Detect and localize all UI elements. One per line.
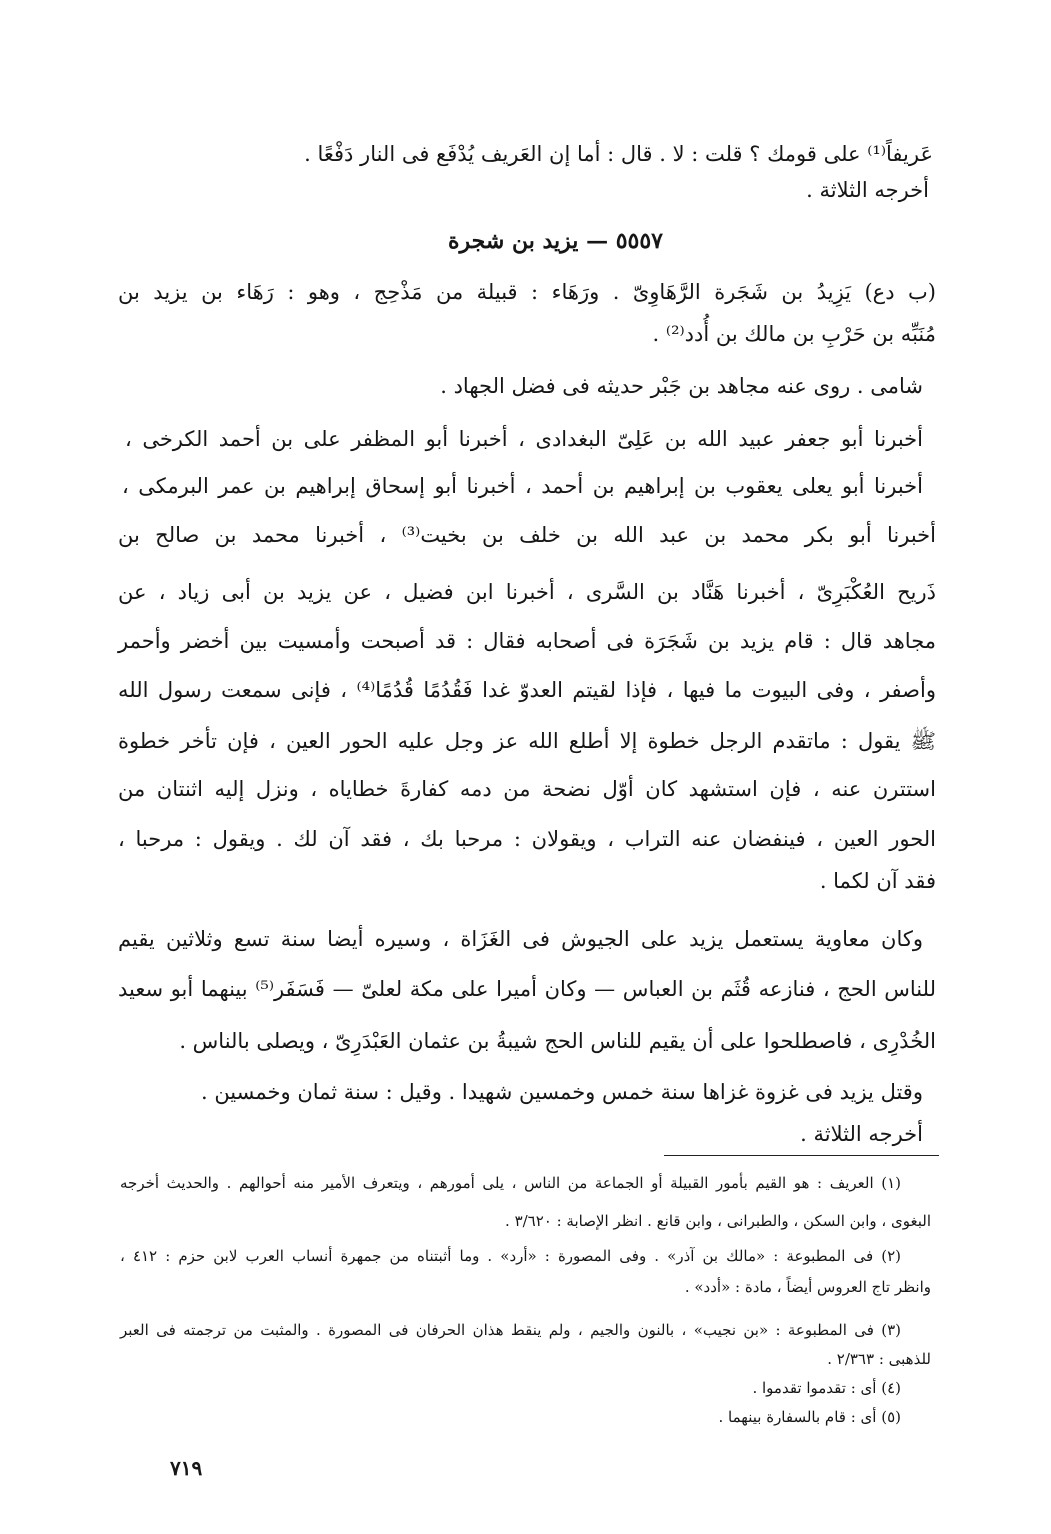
footnote-line: وانظر تاج العروس أيضاً ، مادة : «أدد» .	[684, 1278, 931, 1296]
text-line: وأصفر ، وفى البيوت ما فيها ، فإذا لقيتم العدوّ غدا فَقُدُمًا قُدُمًا⁽⁴⁾ ، فإنى سمعت رسول الله	[118, 678, 936, 702]
page-number: ٧١٩	[170, 1456, 203, 1480]
text-line: الحور العين ، فينفضان عنه التراب ، ويقولان : مرحبا بك ، فقد آن لك . ويقول : مرحبا ،	[118, 827, 936, 851]
text-line: أخبرنا أبو جعفر عبيد الله بن عَلِىّ البغدادى ، أخبرنا أبو المظفر على بن أحمد الكرخى ،	[125, 427, 923, 451]
text-line: للناس الحج ، فنازعه قُثَم بن العباس — وكان أميرا على مكة لعلىّ — فَسَفَر⁽⁵⁾ بينهما أبو سعيد	[118, 977, 936, 1001]
entry-heading: ٥٥٥٧ — يزيد بن شجرة	[447, 228, 663, 254]
text-line: (ب دع) يَزِيدُ بن شَجَرة الرَّهَاوِىّ . ورَهَاء : قبيلة من مَذْحِج ، وهو : رَهَاء بن يزيد بن	[118, 280, 936, 304]
footnote-line: البغوى ، وابن السكن ، والطبرانى ، وابن قانع . انظر الإصابة : ٣/٦٢٠ .	[505, 1212, 931, 1230]
text-line: أخرجه الثلاثة .	[806, 178, 929, 202]
footnote-line: (٣) فى المطبوعة : «بن نجيب» ، بالنون والجيم ، ولم ينقط هذان الحرفان فى المصورة . والمثبت من ترجمته فى العبر	[120, 1321, 901, 1339]
text-line: فقد آن لكما .	[819, 869, 936, 893]
text-line: ذَريح العُكْبَرِىّ ، أخبرنا هَنَّاد بن السَّرى ، أخبرنا ابن فضيل ، عن يزيد بن أبى زياد ، عن	[118, 580, 936, 604]
text-line: عَريفاً⁽¹⁾ على قومك ؟ قلت : لا . قال : أما إن العَريف يُدْفَع فى النار دَفْعًا .	[304, 142, 933, 166]
text-line: وقتل يزيد فى غزوة غزاها سنة خمس وخمسين شهيدا . وقيل : سنة ثمان وخمسين .	[200, 1080, 923, 1104]
text-line: مُنَبِّه بن حَرْبِ بن مالك بن أُدد⁽²⁾ .	[652, 322, 936, 346]
footnote-line: للذهبى : ٢/٣٦٣ .	[827, 1350, 931, 1368]
text-line: مجاهد قال : قام يزيد بن شَجَرَة فى أصحابه فقال : قد أصبحت وأمسيت بين أخضر وأحمر	[118, 629, 936, 653]
text-line: أخبرنا أبو يعلى يعقوب بن إبراهيم بن أحمد ، أخبرنا أبو إسحاق إبراهيم بن عمر البرمكى ،	[122, 474, 923, 498]
text-line: استترن عنه ، فإن استشهد كان أوّل نضحة من دمه كفارةَ خطاياه ، ونزل إليه اثنتان من	[118, 777, 936, 801]
footnote-line: (١) العريف : هو القيم بأمور القبيلة أو الجماعة من الناس ، يلى أمورهم ، ويتعرف الأمير منه أحوالهم . والحديث أخرجه	[120, 1174, 901, 1192]
text-line: أخبرنا أبو بكر محمد بن عبد الله بن خلف بن بخيت⁽³⁾ ، أخبرنا محمد بن صالح بن	[118, 523, 936, 547]
text-line: شامى . روى عنه مجاهد بن جَبْر حديثه فى فضل الجهاد .	[440, 374, 923, 398]
footnote-line: (٤) أى : تقدموا تقدموا .	[752, 1379, 901, 1397]
text-line: وكان معاوية يستعمل يزيد على الجيوش فى الغَزَاة ، وسيره أيضا سنة تسع وثلاثين يقيم	[118, 927, 923, 951]
footnote-line: (٢) فى المطبوعة : «مالك بن آذر» . وفى المصورة : «أرد» . وما أثبتناه من جمهرة أنساب العرب لابن حزم : ٤١٢ ،	[120, 1247, 902, 1265]
footnote-line: (٥) أى : قام بالسفارة بينهما .	[718, 1408, 901, 1426]
footnote-separator	[664, 1155, 939, 1156]
text-line: الخُدْرِى ، فاصطلحوا على أن يقيم للناس الحج شيبةُ بن عثمان العَبْدَرِىّ ، ويصلى بالناس .	[179, 1029, 936, 1053]
text-line: أخرجه الثلاثة .	[800, 1122, 923, 1146]
text-line: ﷺ يقول : ماتقدم الرجل خطوة إلا أطلع الله عز وجل عليه الحور العين ، فإن تأخر خطوة	[118, 729, 936, 753]
